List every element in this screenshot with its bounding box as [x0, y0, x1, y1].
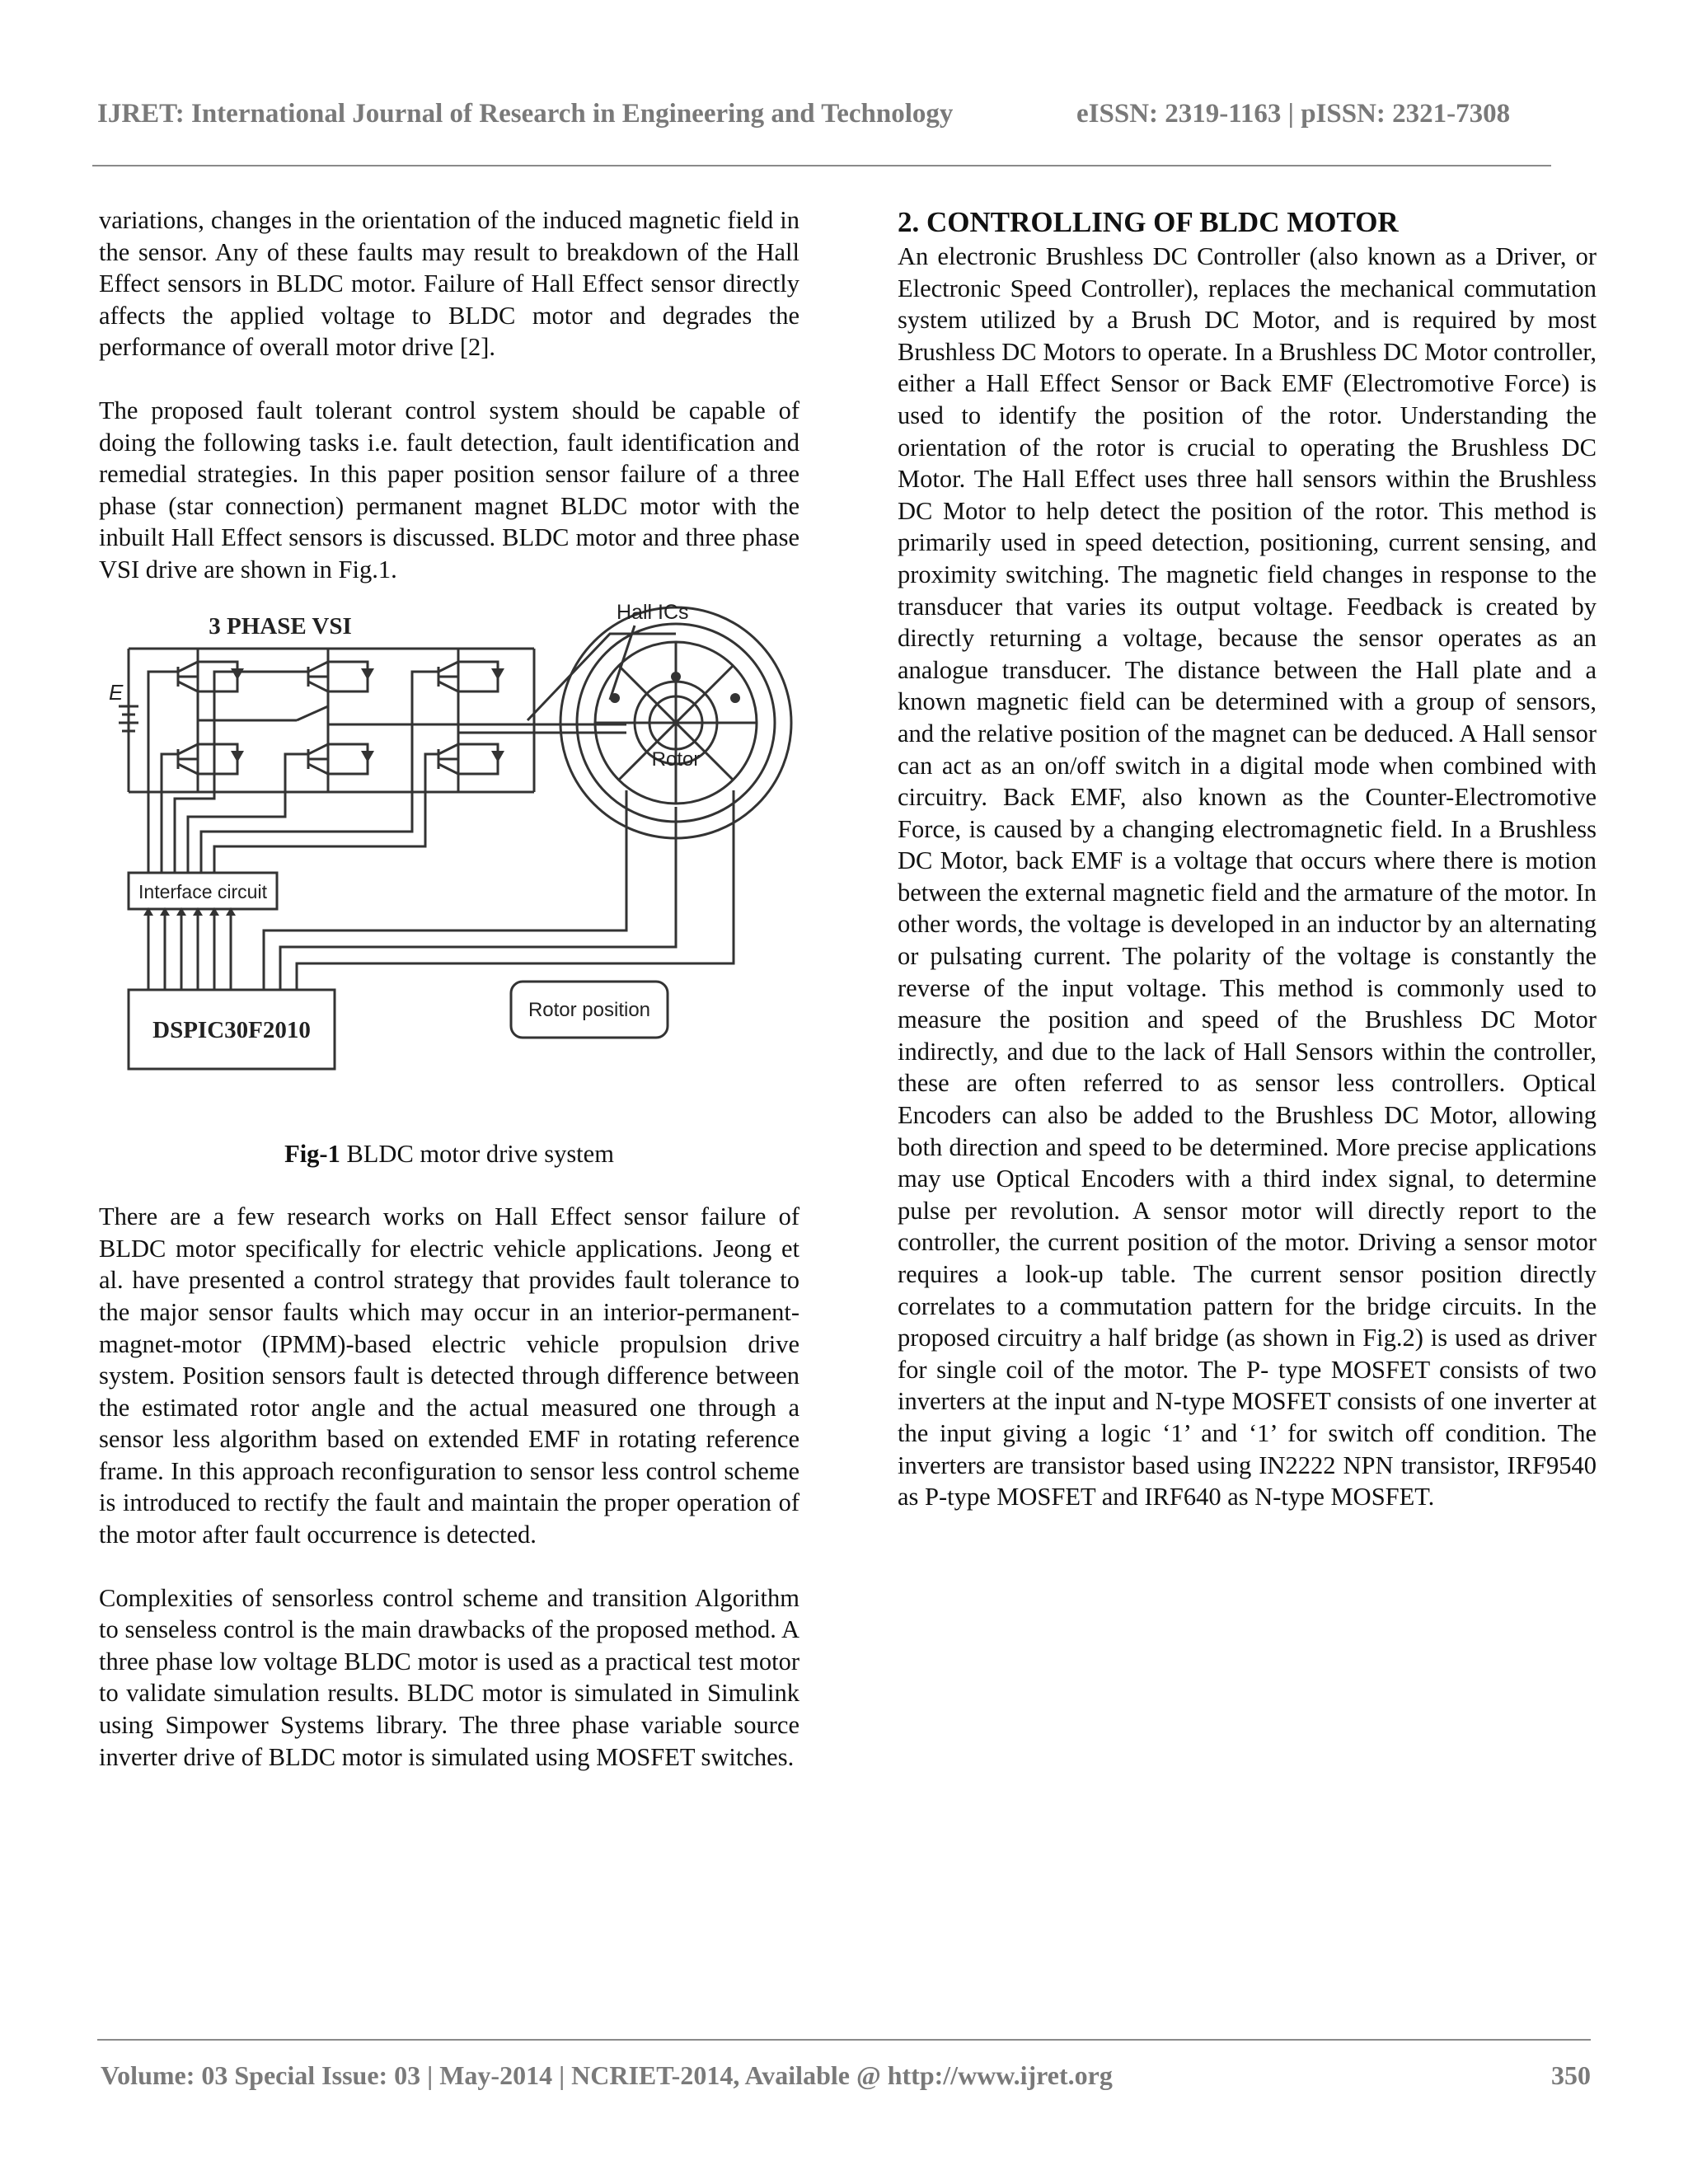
right-column — [898, 204, 1597, 1513]
fig-label-source: E — [109, 679, 124, 705]
issn-numbers: eISSN: 2319-1163 | pISSN: 2321-7308 — [1076, 99, 1511, 129]
caption-text: BLDC motor drive system — [340, 1139, 614, 1168]
journal-title: IJRET: International Journal of Research in Engineering and Technology — [97, 99, 954, 129]
left-paragraph-1: variations, changes in the orientation of the induced magnetic field in the sensor. Any of these faults may result to breakdown of the Hall Effect sensors in BLDC motor. Failure of Hall Effect sensor directly affects the applied voltage to BLDC motor and degrades the performance of overall motor drive [2]. — [99, 206, 799, 362]
running-footer — [101, 2060, 1591, 2097]
fig-title-vsi: 3 PHASE VSI — [209, 612, 352, 640]
running-header — [97, 99, 1548, 135]
caption-label: Fig-1 — [284, 1139, 340, 1168]
left-paragraph-2: The proposed fault tolerant control system should be capable of doing the following tasks i.e. fault detection, fault identification and remedial strategies. In this paper position sensor failure of a three phase (star connection) permanent magnet BLDC motor with the inbuilt Hall Effect sensors is discussed. BLDC motor and three phase VSI drive are shown in Fig.1. — [99, 396, 799, 583]
section-heading: 2. CONTROLLING OF BLDC MOTOR — [898, 206, 1399, 238]
fig-label-rotor: Rotor — [651, 748, 701, 771]
left-paragraph-4: Complexities of sensorless control scheme and transition Algorithm to senseless control is the main drawbacks of the proposed method. A three phase low voltage BLDC motor is used as a practical test motor to validate simulation results. BLDC motor is simulated in Simulink using Simpower Systems library. The three phase variable source inverter drive of BLDC motor is simulated using MOSFET switches. — [99, 1583, 799, 1771]
fig-label-hall-ics: Hall ICs — [617, 600, 689, 624]
page-number: 350 — [1551, 2060, 1591, 2090]
fig-label-controller: DSPIC30F2010 — [152, 1016, 311, 1043]
figure-1 — [99, 601, 799, 1137]
footer-rule — [97, 2039, 1591, 2041]
figure-caption — [99, 1138, 799, 1170]
left-paragraph-3: There are a few research works on Hall Effect sensor failure of BLDC motor specifically for electric vehicle applications. Jeong et al. have presented a control strategy that provides fault tolerance to the major sensor faults which may occur in an interior-permanent-magnet-motor (IPMM)-based electric vehicle propulsion drive system. Position sensors fault is detected through difference between the estimated rotor angle and the actual measured one through a sensor less algorithm based on extended EMF in rotating reference frame. In this approach reconfiguration to sensor less control scheme is introduced to rectify the fault and maintain the proper operation of the motor after fault occurrence is detected. — [99, 1202, 799, 1549]
left-column — [99, 204, 799, 1773]
right-paragraph-1: An electronic Brushless DC Controller (also known as a Driver, or Electronic Speed Controller), replaces the mechanical commutation system utilized by a Brush DC Motor, and is required by most Brushless DC Motors to operate. In a Brushless DC Motor controller, either a Hall Effect Sensor or Back EMF (Electromotive Force) is used to identify the position of the rotor. Understanding the orientation of the rotor is crucial to operating the Brushless DC Motor. The Hall Effect uses three hall sensors within the Brushless DC Motor to help detect the position of the rotor. This method is primarily used in speed detection, positioning, current sensing, and proximity switching. The magnetic field changes in response to the transducer that varies its output voltage. Feedback is created by directly returning a voltage, because the sensor operates as an analogue transducer. The distance between the Hall plate and a known magnetic field can be determined with a group of sensors, and the relative position of the magnet can be deduced. A Hall sensor can act as an on/off switch in a digital mode when combined with circuitry. Back EMF, also known as the Counter-Electromotive Force, is caused by a changing electromagnetic field. In a Brushless DC Motor, back EMF is a voltage that occurs where there is motion between the external magnetic field and the armature of the motor. In other words, the voltage is developed in an inductor by an alternating or pulsating current. The polarity of the voltage is constantly the reverse of the input voltage. This method is commonly used to measure the position and speed of the Brushless DC Motor indirectly, and due to the lack of Hall Sensors within the controller, these are often referred to as sensor less controllers. Optical Encoders can also be added to the Brushless DC Motor, allowing both direction and speed to be determined. More precise applications may use Optical Encoders with a third index signal, to determine pulse per revolution. A sensor motor will directly report to the controller, the current position of the motor. Driving a sensor motor requires a look-up table. The current sensor position directly correlates to a commutation pattern for the bridge circuits. In the proposed circuitry a half bridge (as shown in Fig.2) is used as driver for single coil of the motor. The P- type MOSFET consists of two inverters at the input and N-type MOSFET consists of one inverter at the input giving a logic ‘1’ and ‘1’ for switch off condition. The inverters are transistor based using IN2222 NPN transistor, IRF9540 as P-type MOSFET and IRF640 as N-type MOSFET. — [898, 242, 1597, 1511]
header-rule — [92, 165, 1551, 166]
fig-label-rotor-position: Rotor position — [528, 998, 651, 1021]
footer-citation: Volume: 03 Special Issue: 03 | May-2014 | NCRIET-2014, Available @ http://www.ijret.org — [101, 2060, 1113, 2090]
fig-label-interface: Interface circuit — [138, 880, 267, 902]
bldc-drive-diagram — [99, 601, 799, 1137]
